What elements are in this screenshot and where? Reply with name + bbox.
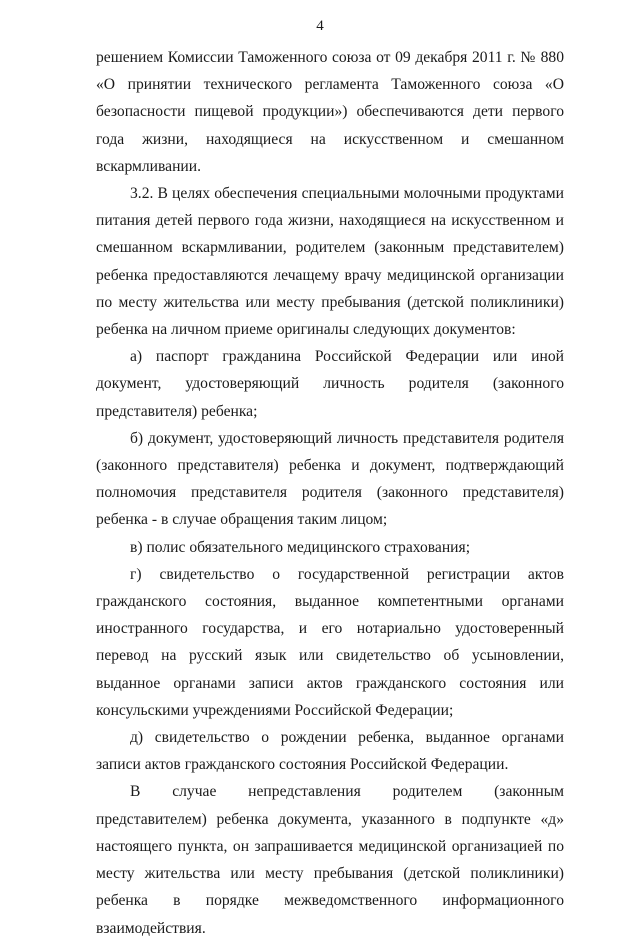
list-item-g: г) свидетельство о государственной регистрации актов гражданского состояния, выданное компетентными органами иностранного государства, и его нотариально удостоверенный перевод на русский язык или свидетельство об усыновлении, выданное органами записи актов гражданского состояния или консульскими учреждениями Российской Федерации; <box>96 565 564 719</box>
paragraph-clause-3-2: 3.2. В целях обеспечения специальными молочными продуктами питания детей первого года жизни, находящиеся на искусственном и смешанном вскармливании, родителем (законным представителем) ребенка предоставляются лечащему врачу медицинской организации по месту жительства или месту пребывания (детской поликлиники) ребенка на личном приеме оригиналы следующих документов: <box>96 185 564 339</box>
list-item-d: д) свидетельство о рождении ребенка, выданное органами записи актов гражданского состояния Российской Федерации. <box>96 729 564 774</box>
document-body <box>96 44 564 942</box>
list-item-v: в) полис обязательного медицинского страхования; <box>130 538 471 556</box>
page-number: 4 <box>316 18 324 34</box>
list-item-b: б) документ, удостоверяющий личность представителя родителя (законного представителя) ребенка и документ, подтверждающий полномочия представителя родителя (законного представителя) ребенка - в случае обращения таким лицом; <box>96 429 564 529</box>
paragraph-non-submission: В случае непредставления родителем (законным представителем) ребенка документа, указанного в подпункте «д» настоящего пункта, он запрашивается медицинской организацией по месту жительства или месту пребывания (детской поликлиники) ребенка в порядке межведомственного информационного взаимодействия. <box>96 783 564 937</box>
paragraph-continuation: решением Комиссии Таможенного союза от 09 декабря 2011 г. № 880 «О принятии технического регламента Таможенного союза «О безопасности пищевой продукции») обеспечиваются дети первого года жизни, находящиеся на искусственном и смешанном вскармливании. <box>96 49 564 175</box>
list-item-a: а) паспорт гражданина Российской Федерации или иной документ, удостоверяющий личность родителя (законного представителя) ребенка; <box>96 348 564 420</box>
